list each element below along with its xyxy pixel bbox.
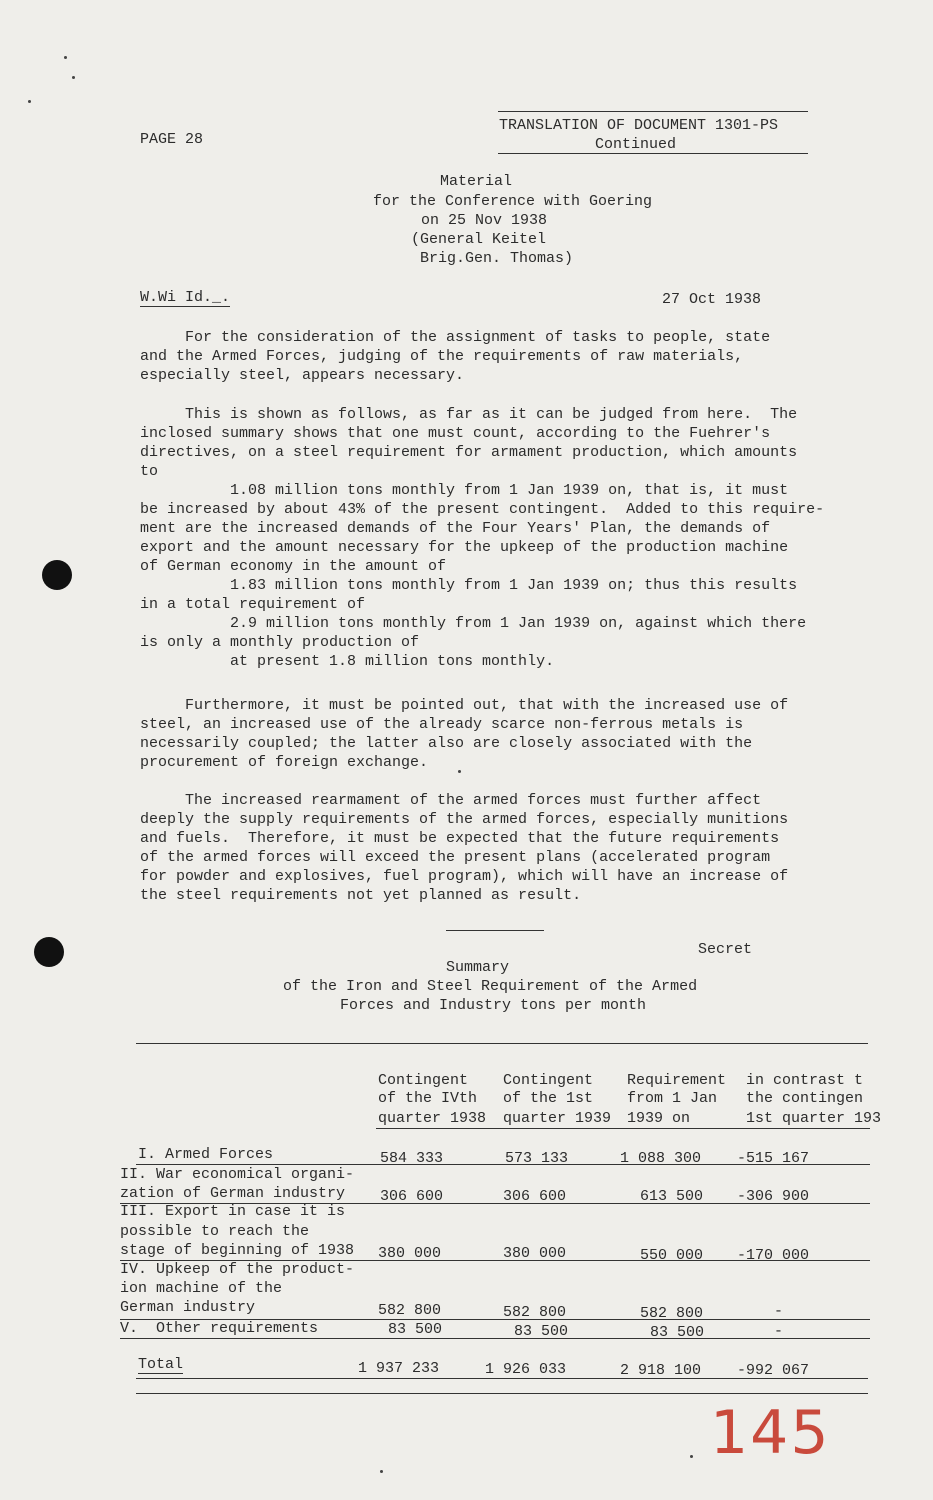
text-line: at present 1.8 million tons monthly. <box>140 653 555 670</box>
header-underline <box>376 1128 870 1129</box>
header-top-rule <box>498 111 808 112</box>
text-line: of the armed forces will exceed the present plans (accelerated program <box>140 849 771 866</box>
total-label: Total <box>138 1356 184 1373</box>
column-header: from 1 Jan <box>627 1090 718 1107</box>
text-line: export and the amount necessary for the upkeep of the production machine <box>140 539 789 556</box>
row-label: stage of beginning of 1938 <box>120 1242 355 1259</box>
column-header: of the IVth <box>378 1090 478 1107</box>
column-header: quarter 1939 <box>503 1110 612 1127</box>
header-bottom-rule <box>498 153 808 154</box>
table-cell: 306 600 <box>503 1188 567 1205</box>
reference-code: W.Wi Id._. <box>140 289 231 306</box>
text-line: and fuels. Therefore, it must be expected that the future requirements <box>140 830 780 847</box>
column-header: of the 1st <box>503 1090 594 1107</box>
table-bottom-rule <box>136 1393 868 1394</box>
column-header: Requirement <box>627 1072 727 1089</box>
total-cell: -992 067 <box>737 1362 810 1379</box>
text-line: inclosed summary shows that one must count, according to the Fuehrer's <box>140 425 771 442</box>
text-line: ment are the increased demands of the Four Years' Plan, the demands of <box>140 520 771 537</box>
table-cell: 573 133 <box>505 1150 569 1167</box>
text-line: the steel requirements not yet planned as result. <box>140 887 582 904</box>
text-line: 1.83 million tons monthly from 1 Jan 1939 on; thus this results <box>140 577 798 594</box>
punch-hole <box>34 937 64 967</box>
text-line: and the Armed Forces, judging of the requirements of raw materials, <box>140 348 744 365</box>
total-cell: 2 918 100 <box>620 1362 702 1379</box>
table-cell: 83 500 <box>650 1324 705 1341</box>
text-line: The increased rearmament of the armed forces must further affect <box>140 792 762 809</box>
text-line: be increased by about 43% of the present contingent. Added to this require- <box>140 501 825 518</box>
table-top-rule <box>136 1043 868 1044</box>
column-header: Contingent <box>503 1072 594 1089</box>
paragraph-3 <box>140 696 860 772</box>
page-label: PAGE 28 <box>140 131 204 148</box>
paragraph-1 <box>140 328 860 385</box>
row-label: V. Other requirements <box>120 1320 319 1337</box>
text-line: 1.08 million tons monthly from 1 Jan 1939 on, that is, it must <box>140 482 789 499</box>
table-cell: 550 000 <box>640 1247 704 1264</box>
material-line: Material <box>440 173 513 190</box>
text-line: is only a monthly production of <box>140 634 420 651</box>
column-header: quarter 1938 <box>378 1110 487 1127</box>
row-rule <box>136 1164 870 1165</box>
stamped-page-number: 145 <box>710 1398 831 1468</box>
column-header: 1939 on <box>627 1110 691 1127</box>
table-cell: 306 600 <box>380 1188 444 1205</box>
summary-subtitle: of the Iron and Steel Requirement of the Armed <box>283 978 698 995</box>
table-cell: 380 000 <box>378 1245 442 1262</box>
text-line: 2.9 million tons monthly from 1 Jan 1939 on, against which there <box>140 615 807 632</box>
scan-speck <box>28 100 31 103</box>
scan-speck <box>380 1470 383 1473</box>
text-line: in a total requirement of <box>140 596 366 613</box>
row-label: zation of German industry <box>120 1185 346 1202</box>
row-label: IV. Upkeep of the product- <box>120 1261 355 1278</box>
table-cell: 582 800 <box>503 1304 567 1321</box>
text-line: Furthermore, it must be pointed out, that with the increased use of <box>140 697 789 714</box>
total-cell: 1 926 033 <box>485 1361 567 1378</box>
material-line: (General Keitel <box>411 231 547 248</box>
text-line: deeply the supply requirements of the armed forces, especially munitions <box>140 811 789 828</box>
table-cell: 584 333 <box>380 1150 444 1167</box>
text-line: to <box>140 463 159 480</box>
section-divider <box>446 930 544 931</box>
text-line: especially steel, appears necessary. <box>140 367 465 384</box>
row-label: III. Export in case it is <box>120 1203 346 1220</box>
row-rule <box>120 1338 870 1339</box>
column-header: in contrast t <box>746 1072 864 1089</box>
table-cell: 613 500 <box>640 1188 704 1205</box>
table-cell: -515 167 <box>737 1150 810 1167</box>
table-cell: - <box>774 1303 784 1320</box>
text-line: necessarily coupled; the latter also are closely associated with the <box>140 735 753 752</box>
text-line: of German economy in the amount of <box>140 558 447 575</box>
text-line: procurement of foreign exchange. <box>140 754 429 771</box>
punch-hole <box>42 560 72 590</box>
material-line: on 25 Nov 1938 <box>421 212 548 229</box>
paragraph-2 <box>140 405 860 671</box>
scan-speck <box>690 1455 693 1458</box>
row-label: German industry <box>120 1299 256 1316</box>
table-cell: 380 000 <box>503 1245 567 1262</box>
text-line: directives, on a steel requirement for armament production, which amounts <box>140 444 798 461</box>
table-cell: 582 800 <box>378 1302 442 1319</box>
continued-label: Continued <box>595 136 677 153</box>
document-title: TRANSLATION OF DOCUMENT 1301-PS <box>499 117 779 134</box>
summary-subtitle: Forces and Industry tons per month <box>340 997 647 1014</box>
secret-label: Secret <box>698 941 753 958</box>
table-cell: 83 500 <box>514 1323 569 1340</box>
scan-speck <box>72 76 75 79</box>
paragraph-4 <box>140 791 860 905</box>
row-label: II. War economical organi- <box>120 1166 355 1183</box>
document-date: 27 Oct 1938 <box>662 291 762 308</box>
total-rule <box>136 1378 868 1379</box>
row-label: I. Armed Forces <box>138 1146 274 1163</box>
table-cell: -170 000 <box>737 1247 810 1264</box>
row-label: ion machine of the <box>120 1280 283 1297</box>
table-cell: 1 088 300 <box>620 1150 702 1167</box>
column-header: Contingent <box>378 1072 469 1089</box>
summary-title: Summary <box>446 959 510 976</box>
material-line: Brig.Gen. Thomas) <box>420 250 574 267</box>
table-cell: -306 900 <box>737 1188 810 1205</box>
material-line: for the Conference with Goering <box>373 193 653 210</box>
text-line: steel, an increased use of the already scarce non-ferrous metals is <box>140 716 744 733</box>
table-cell: 83 500 <box>388 1321 443 1338</box>
text-line: For the consideration of the assignment of tasks to people, state <box>140 329 771 346</box>
column-header: the contingen <box>746 1090 864 1107</box>
table-cell: 582 800 <box>640 1305 704 1322</box>
text-line: This is shown as follows, as far as it can be judged from here. The <box>140 406 798 423</box>
table-cell: - <box>774 1323 784 1340</box>
total-cell: 1 937 233 <box>358 1360 440 1377</box>
column-header: 1st quarter 193 <box>746 1110 882 1127</box>
text-line: for powder and explosives, fuel program), which will have an increase of <box>140 868 789 885</box>
row-label: possible to reach the <box>120 1223 310 1240</box>
scan-speck <box>64 56 67 59</box>
